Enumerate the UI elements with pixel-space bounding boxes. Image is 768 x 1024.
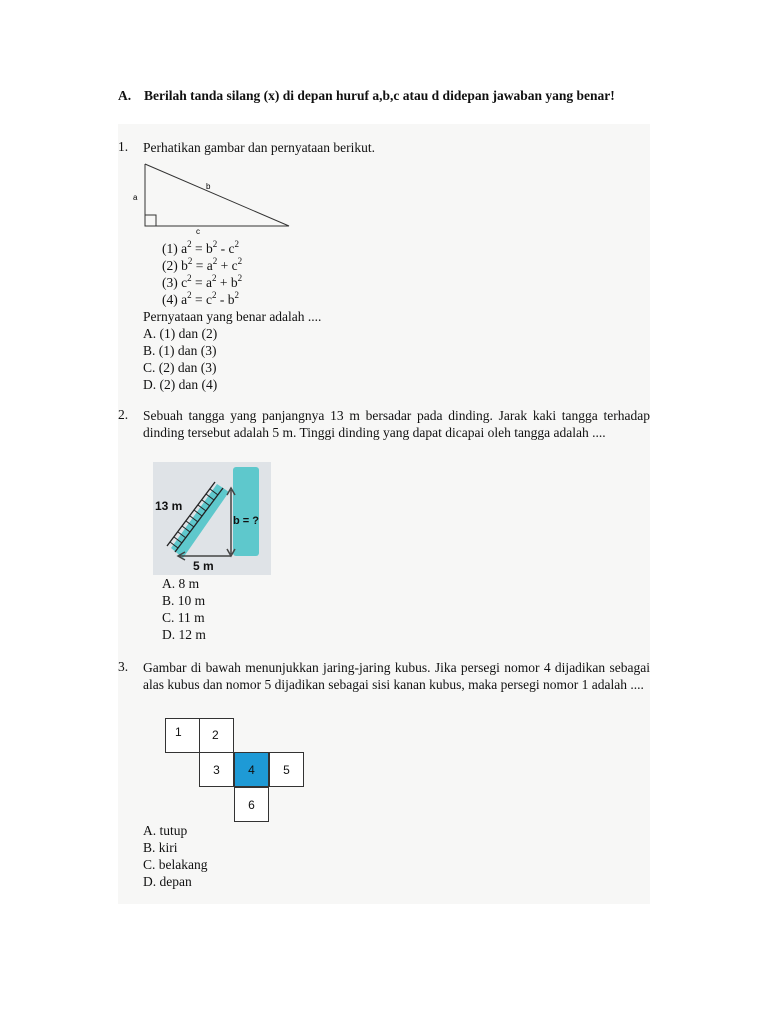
net-square-1: 1 (165, 718, 200, 753)
q3-answer-block (143, 822, 207, 890)
net-square-4: 4 (234, 752, 269, 787)
statement-3: (3) $c^2 = a^2 + b^2$ (162, 272, 243, 290)
net-square-3: 3 (199, 752, 234, 787)
q3-option-a[interactable]: A. tutup (143, 823, 188, 838)
q2-option-b[interactable]: B. 10 m (162, 593, 206, 608)
q3-number: 3. (118, 659, 129, 674)
side-a-label: a (133, 193, 138, 202)
ladder-length-label: 13 m (155, 499, 183, 513)
instruction-text: Berilah tanda silang (x) di depan huruf a,b,c atau d didepan jawaban yang benar! (144, 88, 615, 103)
q1-option-b[interactable]: B. (1) dan (3) (143, 343, 217, 358)
ladder-figure (153, 462, 271, 575)
net-square-5: 5 (269, 752, 304, 787)
cube-net-figure (165, 718, 310, 823)
q1-answer-block (143, 308, 321, 393)
side-b-label: b (206, 182, 211, 191)
q3-text: Gambar di bawah menunjukkan jaring-jaring kubus. Jika persegi nomor 4 dijadikan sebagai alas kubus dan nomor 5 dijadikan sebagai sisi kanan kubus, maka persegi nomor 1 adalah .... (143, 660, 650, 692)
q1-option-a[interactable]: A. (1) dan (2) (143, 326, 218, 341)
q2-answer-block (162, 575, 206, 643)
q3-option-d[interactable]: D. depan (143, 874, 192, 889)
statement-4: (4) $a^2 = c^2 - b^2$ (162, 289, 239, 307)
q1-prompt: Pernyataan yang benar adalah .... (143, 309, 322, 324)
base-length-label: 5 m (193, 559, 214, 573)
q1-number: 1. (118, 139, 129, 154)
section-label: A. (118, 88, 132, 103)
q2-option-a[interactable]: A. 8 m (162, 576, 200, 591)
net-square-2: 2 (199, 718, 234, 753)
q2-number: 2. (118, 407, 129, 422)
q1-text: Perhatikan gambar dan pernyataan berikut. (143, 140, 376, 155)
triangle-outline (145, 164, 289, 226)
q2-option-d[interactable]: D. 12 m (162, 627, 206, 642)
q1-statements (162, 240, 242, 308)
right-angle-marker (145, 215, 156, 226)
net-square-6: 6 (234, 787, 269, 822)
statement-1: (1) $a^2 = b^2 - c^2$ (162, 238, 239, 256)
height-label: b = ? (233, 515, 259, 527)
q3-option-c[interactable]: C. belakang (143, 857, 208, 872)
statement-2: (2) $b^2 = a^2 + c^2$ (162, 255, 243, 273)
q2-option-c[interactable]: C. 11 m (162, 610, 205, 625)
q3-option-b[interactable]: B. kiri (143, 840, 178, 855)
wall-shape (233, 467, 259, 556)
q2-text: Sebuah tangga yang panjangnya 13 m bersadar pada dinding. Jarak kaki tangga terhadap dinding tersebut adalah 5 m. Tinggi dinding yang dapat dicapai oleh tangga adalah .... (143, 408, 650, 440)
side-c-label: c (196, 227, 200, 236)
right-triangle-figure (128, 158, 298, 238)
q1-option-c[interactable]: C. (2) dan (3) (143, 360, 217, 375)
q1-option-d[interactable]: D. (2) dan (4) (143, 377, 218, 392)
